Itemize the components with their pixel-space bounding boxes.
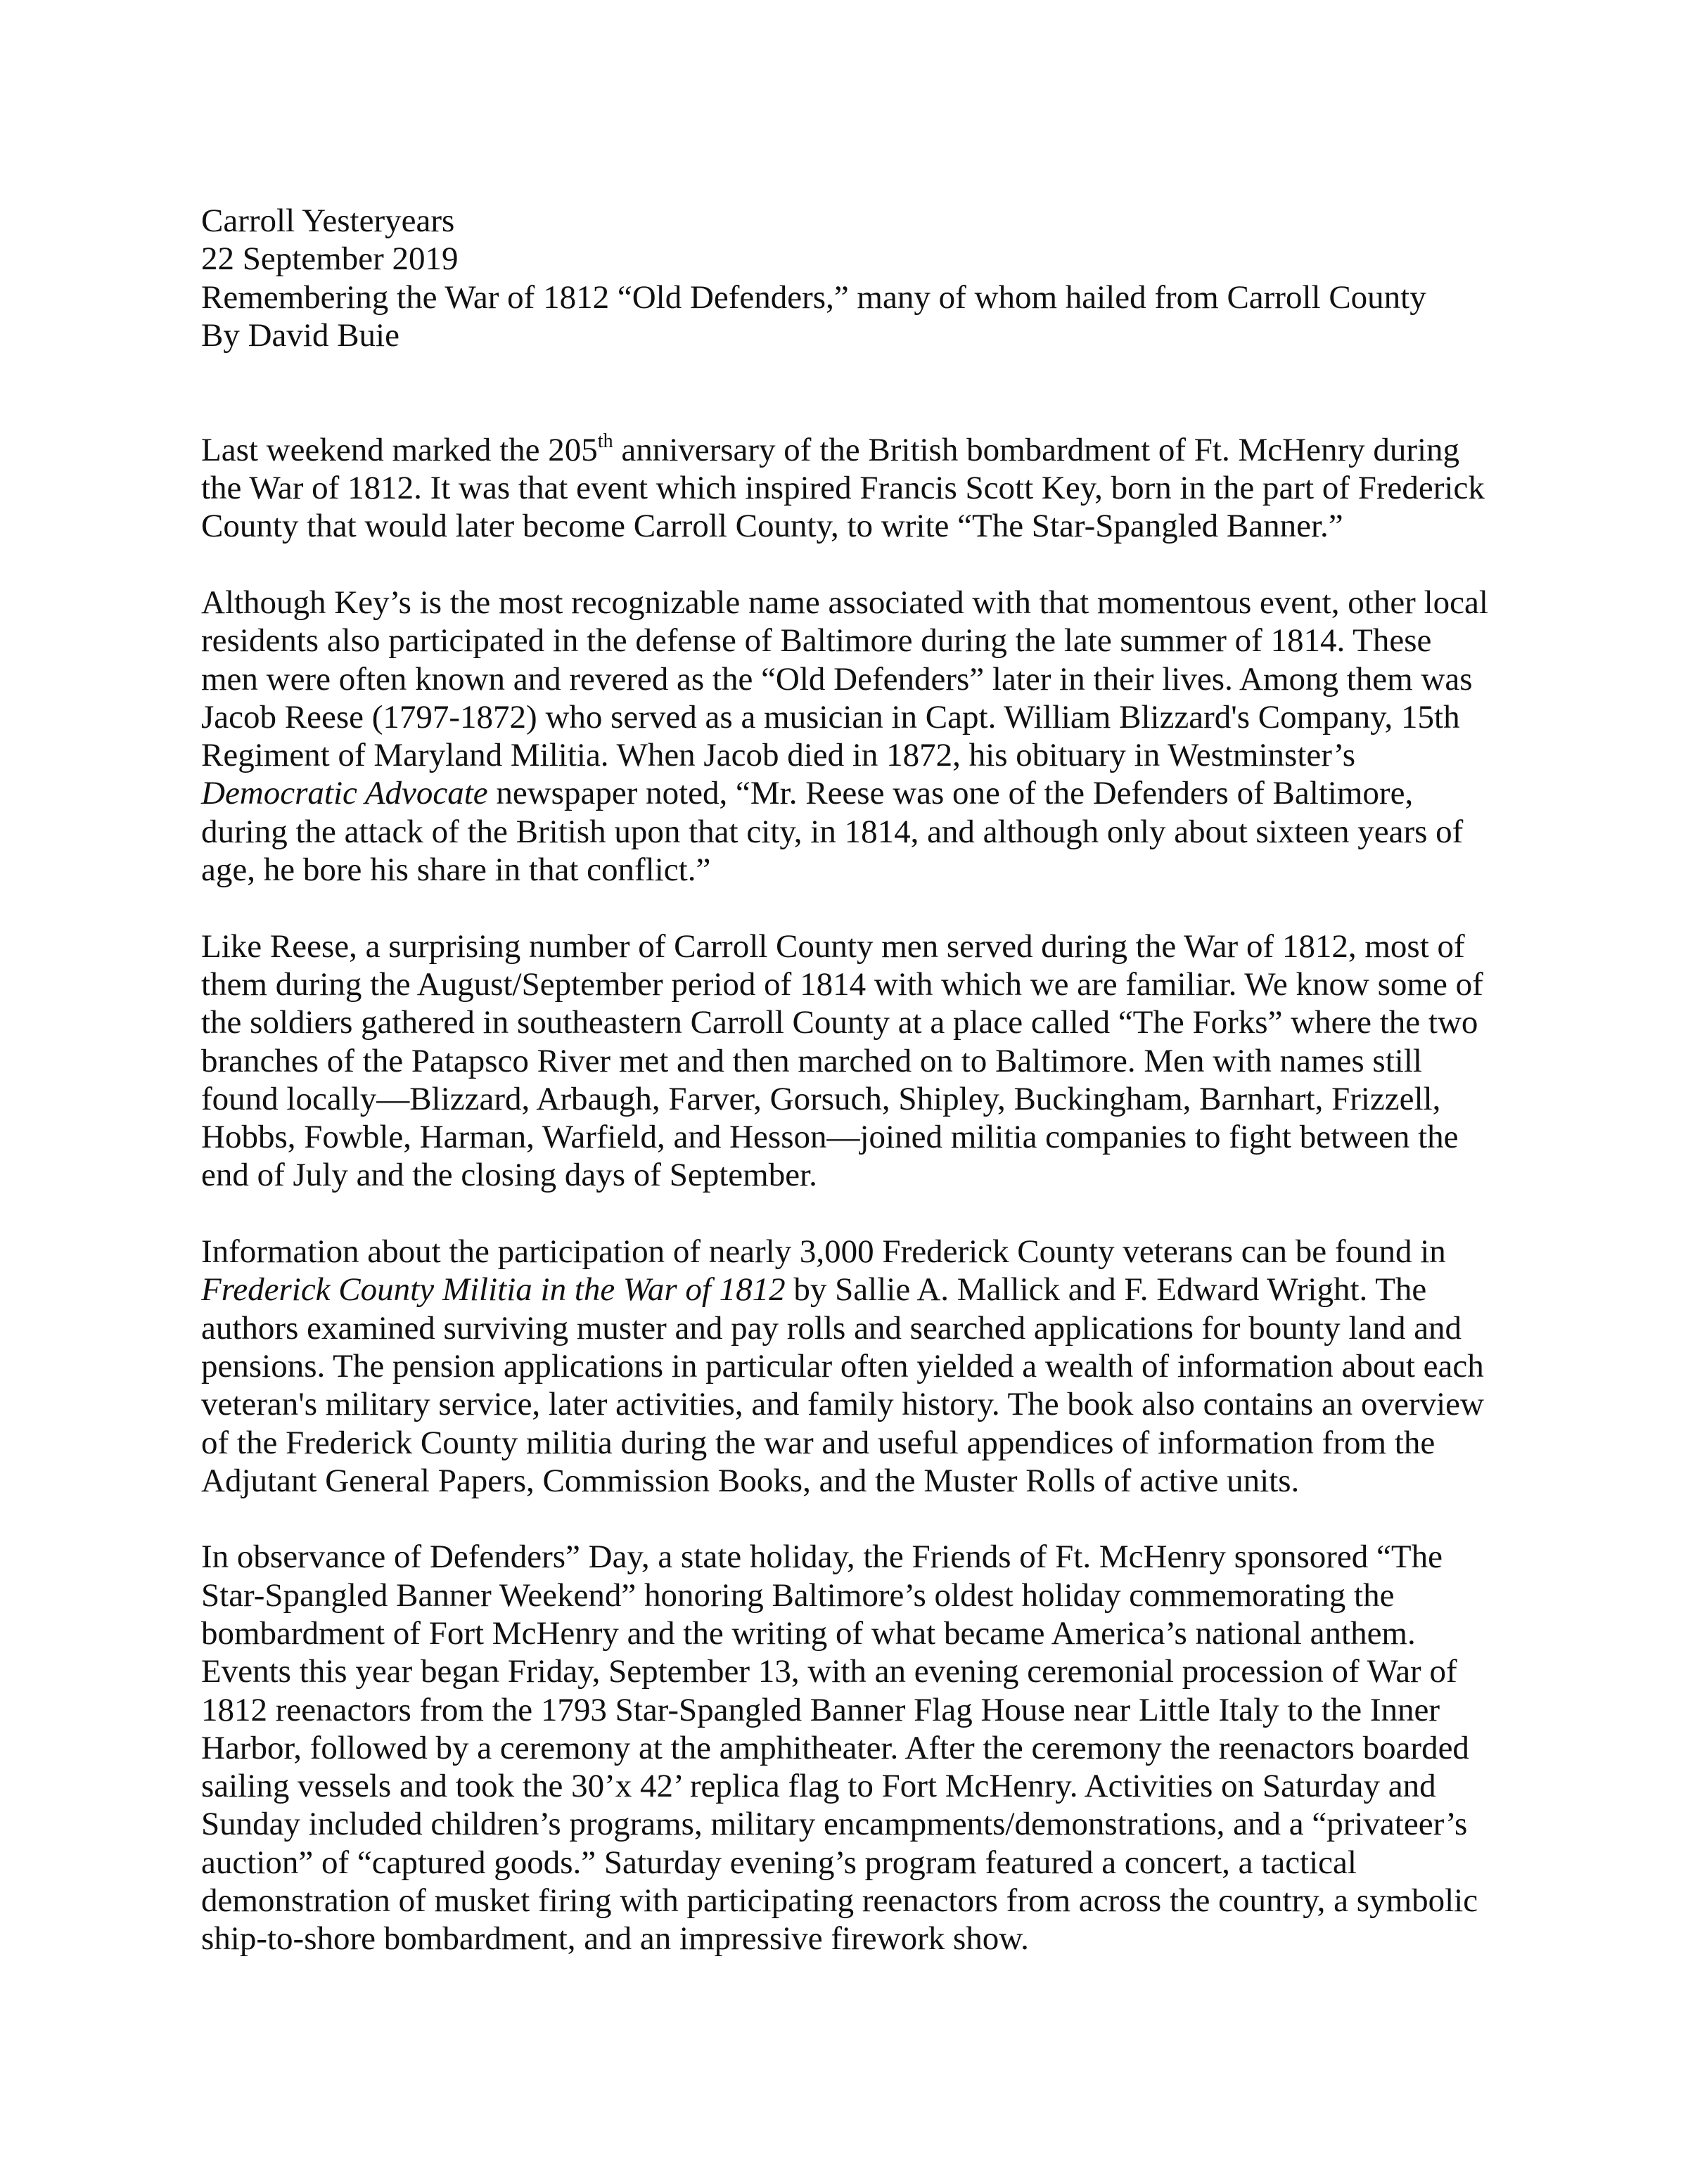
text-line — [201, 813, 1537, 851]
text-segment: the soldiers gathered in southeastern Carroll County at a place called “The Forks” where the two — [201, 1004, 1478, 1041]
paragraph — [201, 1538, 1537, 1958]
paragraph — [201, 927, 1537, 1195]
text-line — [201, 1042, 1537, 1080]
text-line — [201, 774, 1537, 812]
text-segment: Harbor, followed by a ceremony at the amphitheater. After the ceremony the reenactors boarded — [201, 1729, 1469, 1766]
text-segment: Last weekend marked the 205 — [201, 431, 598, 468]
text-line — [201, 1729, 1537, 1767]
column-name: Carroll Yesteryears — [201, 203, 455, 239]
text-line — [201, 1118, 1537, 1156]
text-line — [201, 1424, 1537, 1462]
text-segment: County that would later become Carroll County, to write “The Star-Spangled Banner.” — [201, 508, 1343, 545]
text-line — [201, 622, 1537, 660]
text-segment: Jacob Reese (1797-1872) who served as a musician in Capt. William Blizzard's Company, 15th — [201, 698, 1460, 736]
text-line — [201, 1691, 1537, 1729]
text-segment: veteran's military service, later activities, and family history. The book also contains an overview — [201, 1386, 1484, 1423]
text-line — [201, 1538, 1537, 1576]
byline: By David Buie — [201, 316, 399, 354]
text-segment: Hobbs, Fowble, Harman, Warfield, and Hesson—joined militia companies to fight between the — [201, 1119, 1459, 1156]
text-segment: of the Frederick County militia during the war and useful appendices of information from the — [201, 1424, 1436, 1461]
text-line — [201, 584, 1537, 622]
article-date: 22 September 2019 — [201, 240, 459, 278]
text-segment: them during the August/September period of 1814 with which we are familiar. We know some of — [201, 965, 1483, 1003]
text-line — [201, 469, 1537, 507]
paragraph — [201, 1233, 1537, 1500]
paragraph-spacer — [201, 889, 1537, 927]
text-line — [201, 1385, 1537, 1423]
text-line — [201, 1844, 1537, 1882]
text-segment: authors examined surviving muster and pay rolls and searched applications for bounty land and — [201, 1309, 1462, 1347]
text-line — [201, 698, 1537, 736]
text-line — [201, 1347, 1537, 1385]
text-segment: branches of the Patapsco River met and then marched on to Baltimore. Men with names still — [201, 1042, 1422, 1079]
text-segment: demonstration of musket firing with participating reenactors from across the country, a symbolic — [201, 1882, 1478, 1920]
document-page — [201, 202, 1537, 1958]
text-line — [201, 1233, 1537, 1271]
text-line — [201, 927, 1537, 965]
paragraph-spacer — [201, 1500, 1537, 1538]
superscript: th — [597, 430, 613, 452]
text-segment: ship-to-shore bombardment, and an impressive firework show. — [201, 1920, 1029, 1958]
article-title: Remembering the War of 1812 “Old Defenders,” many of whom hailed from Carroll County — [201, 278, 1426, 316]
text-segment: Like Reese, a surprising number of Carroll County men served during the War of 1812, most of — [201, 927, 1465, 965]
article-body — [201, 431, 1537, 1958]
text-segment: Regiment of Maryland Militia. When Jacob died in 1872, his obituary in Westminster’s — [201, 737, 1355, 774]
text-segment: Events this year began Friday, September 13, with an evening ceremonial procession of War of — [201, 1653, 1457, 1690]
text-line — [201, 1462, 1537, 1500]
text-line — [201, 1576, 1537, 1614]
text-segment: sailing vessels and took the 30’x 42’ replica flag to Fort McHenry. Activities on Saturday and — [201, 1768, 1436, 1805]
text-line — [201, 1614, 1537, 1652]
text-line — [201, 736, 1537, 774]
text-line — [201, 1882, 1537, 1920]
text-segment: In observance of Defenders” Day, a state holiday, the Friends of Ft. McHenry sponsored “The — [201, 1539, 1443, 1576]
text-segment: newspaper noted, “Mr. Reese was one of the Defenders of Baltimore, — [487, 775, 1414, 812]
text-segment: end of July and the closing days of September. — [201, 1157, 817, 1194]
spacer — [201, 354, 1537, 431]
text-segment: auction” of “captured goods.” Saturday evening’s program featured a concert, a tactical — [201, 1844, 1357, 1881]
text-segment: by Sallie A. Mallick and F. Edward Wright. The — [785, 1271, 1427, 1309]
text-line — [201, 851, 1537, 889]
text-segment: age, he bore his share in that conflict.” — [201, 852, 711, 889]
text-line — [201, 965, 1537, 1003]
text-line — [201, 1156, 1537, 1194]
text-line — [201, 1080, 1537, 1118]
text-segment: Sunday included children’s programs, military encampments/demonstrations, and a “privateer’s — [201, 1806, 1468, 1843]
italic-title: Frederick County Militia in the War of 1812 — [201, 1271, 786, 1309]
article-header — [201, 202, 1537, 354]
text-segment: bombardment of Fort McHenry and the writing of what became America’s national anthem. — [201, 1614, 1416, 1652]
text-line — [201, 1767, 1537, 1805]
italic-title: Democratic Advocate — [201, 775, 488, 812]
paragraph-spacer — [201, 1195, 1537, 1233]
text-line — [201, 1920, 1537, 1958]
text-segment: Information about the participation of nearly 3,000 Frederick County veterans can be found in — [201, 1233, 1446, 1271]
text-line — [201, 1271, 1537, 1309]
text-segment: the War of 1812. It was that event which inspired Francis Scott Key, born in the part of Frederick — [201, 470, 1485, 507]
text-segment: pensions. The pension applications in particular often yielded a wealth of information about each — [201, 1347, 1484, 1385]
text-segment: 1812 reenactors from the 1793 Star-Spangled Banner Flag House near Little Italy to the Inner — [201, 1691, 1440, 1728]
text-line — [201, 1652, 1537, 1690]
text-segment: Adjutant General Papers, Commission Books, and the Muster Rolls of active units. — [201, 1462, 1300, 1499]
paragraph — [201, 431, 1537, 546]
text-line — [201, 431, 1537, 469]
text-line — [201, 660, 1537, 698]
text-segment: found locally—Blizzard, Arbaugh, Farver, Gorsuch, Shipley, Buckingham, Barnhart, Frizzell, — [201, 1080, 1441, 1117]
paragraph-spacer — [201, 546, 1537, 584]
text-segment: during the attack of the British upon that city, in 1814, and although only about sixteen years of — [201, 813, 1464, 850]
text-line — [201, 1003, 1537, 1041]
text-segment: residents also participated in the defense of Baltimore during the late summer of 1814. These — [201, 622, 1432, 660]
text-segment: Star-Spangled Banner Weekend” honoring Baltimore’s oldest holiday commemorating the — [201, 1576, 1395, 1614]
paragraph — [201, 584, 1537, 889]
text-segment: Although Key’s is the most recognizable name associated with that momentous event, other local — [201, 584, 1488, 621]
text-segment: men were often known and revered as the “Old Defenders” later in their lives. Among them was — [201, 660, 1473, 698]
text-line — [201, 1309, 1537, 1347]
text-segment: anniversary of the British bombardment of Ft. McHenry during — [613, 431, 1460, 468]
text-line — [201, 1805, 1537, 1843]
text-line — [201, 507, 1537, 545]
